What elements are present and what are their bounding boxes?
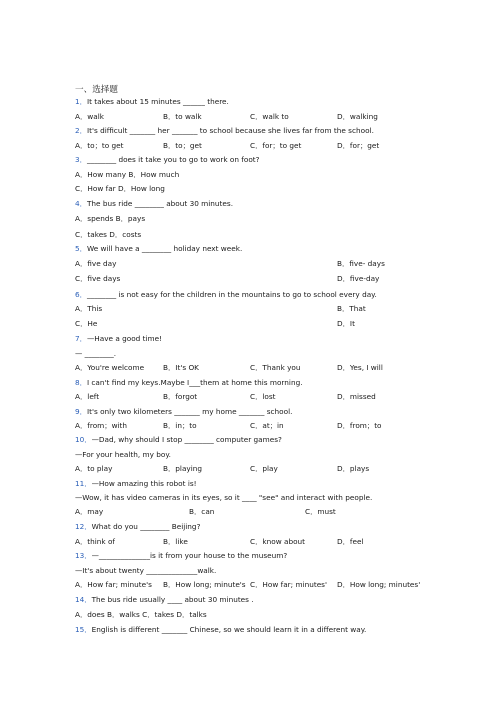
option-c[interactable]: C．know about <box>250 537 306 546</box>
option-b[interactable]: B．playing <box>163 464 203 473</box>
option-a[interactable]: A．How far; minute's <box>75 580 152 589</box>
question-number: 5． <box>75 244 87 253</box>
option-c[interactable]: C．must <box>305 507 336 516</box>
option-d[interactable]: D．for；get <box>337 141 380 150</box>
question-7-sub: — ________. <box>75 349 117 358</box>
question-8-stem: 8．I can't find my keys.Maybe I___them at home this morning. <box>75 378 303 387</box>
question-number: 7． <box>75 334 87 343</box>
question-number: 6． <box>75 290 87 299</box>
question-number: 13． <box>75 551 92 560</box>
option-b[interactable]: B．How long; minute's <box>163 580 246 589</box>
question-10-sub: —For your health, my boy. <box>75 450 171 459</box>
option-d[interactable]: D．How long; minutes' <box>337 580 421 589</box>
question-4-options-line-1[interactable]: A．spends B．pays <box>75 214 146 223</box>
question-number: 11． <box>75 479 92 488</box>
option-a[interactable]: A．think of <box>75 537 116 546</box>
option-a[interactable]: A．from；with <box>75 421 128 430</box>
option-c[interactable]: C．five days <box>75 274 121 283</box>
option-d[interactable]: D．five-day <box>337 274 380 283</box>
question-12-stem: 12．What do you ________ Beijing? <box>75 522 201 531</box>
option-c[interactable]: C．at；in <box>250 421 284 430</box>
option-b[interactable]: B．in；to <box>163 421 197 430</box>
option-c[interactable]: C．How far; minutes' <box>250 580 327 589</box>
option-b[interactable]: B．That <box>337 304 366 313</box>
question-4-options-line-2[interactable]: C．takes D．costs <box>75 230 142 239</box>
option-a[interactable]: A．five day <box>75 259 117 268</box>
option-c[interactable]: C．for；to get <box>250 141 302 150</box>
option-b[interactable]: B．five- days <box>337 259 385 268</box>
question-14-stem: 14．The bus ride usually ____ about 30 minutes . <box>75 595 254 604</box>
option-a[interactable]: A．to play <box>75 464 113 473</box>
question-number: 12． <box>75 522 92 531</box>
option-c[interactable]: C．play <box>250 464 278 473</box>
question-number: 3． <box>75 155 87 164</box>
option-a[interactable]: A．left <box>75 392 100 401</box>
question-3-options-line-2[interactable]: C．How far D．How long <box>75 184 165 193</box>
option-c[interactable]: C．He <box>75 319 98 328</box>
question-15-stem: 15．English is different _______ Chinese, so we should learn it in a different way. <box>75 625 367 634</box>
question-number: 1． <box>75 97 87 106</box>
question-14-options[interactable]: A．does B．walks C．takes D．talks <box>75 610 207 619</box>
option-a[interactable]: A．You're welcome <box>75 363 145 372</box>
question-11-sub: —Wow, it has video cameras in its eyes, so it ____ "see" and interact with people. <box>75 493 373 502</box>
question-2-stem: 2．It's difficult _______ her _______ to school because she lives far from the school. <box>75 126 374 135</box>
option-d[interactable]: D．walking <box>337 112 378 121</box>
question-3-stem: 3．________ does it take you to go to work on foot? <box>75 155 260 164</box>
option-c[interactable]: C．walk to <box>250 112 289 121</box>
option-d[interactable]: D．plays <box>337 464 370 473</box>
question-10-stem: 10．—Dad, why should I stop ________ computer games? <box>75 435 282 444</box>
option-b[interactable]: B．to；get <box>163 141 202 150</box>
option-b[interactable]: B．forgot <box>163 392 198 401</box>
option-d[interactable]: D．from；to <box>337 421 382 430</box>
question-6-stem: 6．________ is not easy for the children in the mountains to go to school every day. <box>75 290 377 299</box>
option-a[interactable]: A．This <box>75 304 103 313</box>
question-1-stem: 1．It takes about 15 minutes ______ there. <box>75 97 229 106</box>
option-a[interactable]: A．to；to get <box>75 141 124 150</box>
question-number: 2． <box>75 126 87 135</box>
option-b[interactable]: B．It's OK <box>163 363 199 372</box>
question-number: 15． <box>75 625 92 634</box>
question-4-stem: 4．The bus ride ________ about 30 minutes. <box>75 199 234 208</box>
option-d[interactable]: D．missed <box>337 392 376 401</box>
option-a[interactable]: A．walk <box>75 112 104 121</box>
question-3-options-line-1[interactable]: A．How many B．How much <box>75 170 180 179</box>
option-d[interactable]: D．Yes, I will <box>337 363 383 372</box>
option-d[interactable]: D．It <box>337 319 355 328</box>
option-d[interactable]: D．feel <box>337 537 364 546</box>
question-7-stem: 7．—Have a good time! <box>75 334 163 343</box>
option-b[interactable]: B．like <box>163 537 188 546</box>
question-number: 8． <box>75 378 87 387</box>
question-13-stem: 13．—______________is it from your house to the museum? <box>75 551 288 560</box>
option-c[interactable]: C．lost <box>250 392 276 401</box>
question-number: 4． <box>75 199 87 208</box>
question-9-stem: 9．It's only two kilometers _______ my home _______ school. <box>75 407 293 416</box>
option-a[interactable]: A．may <box>75 507 104 516</box>
question-13-sub: —It's about twenty ______________walk. <box>75 566 217 575</box>
option-b[interactable]: B．can <box>189 507 215 516</box>
section-title: 一、选择题 <box>75 85 118 95</box>
option-c[interactable]: C．Thank you <box>250 363 301 372</box>
question-5-stem: 5．We will have a ________ holiday next week. <box>75 244 243 253</box>
question-11-stem: 11．—How amazing this robot is! <box>75 479 197 488</box>
question-number: 14． <box>75 595 92 604</box>
question-number: 10． <box>75 435 92 444</box>
question-number: 9． <box>75 407 87 416</box>
option-b[interactable]: B．to walk <box>163 112 202 121</box>
